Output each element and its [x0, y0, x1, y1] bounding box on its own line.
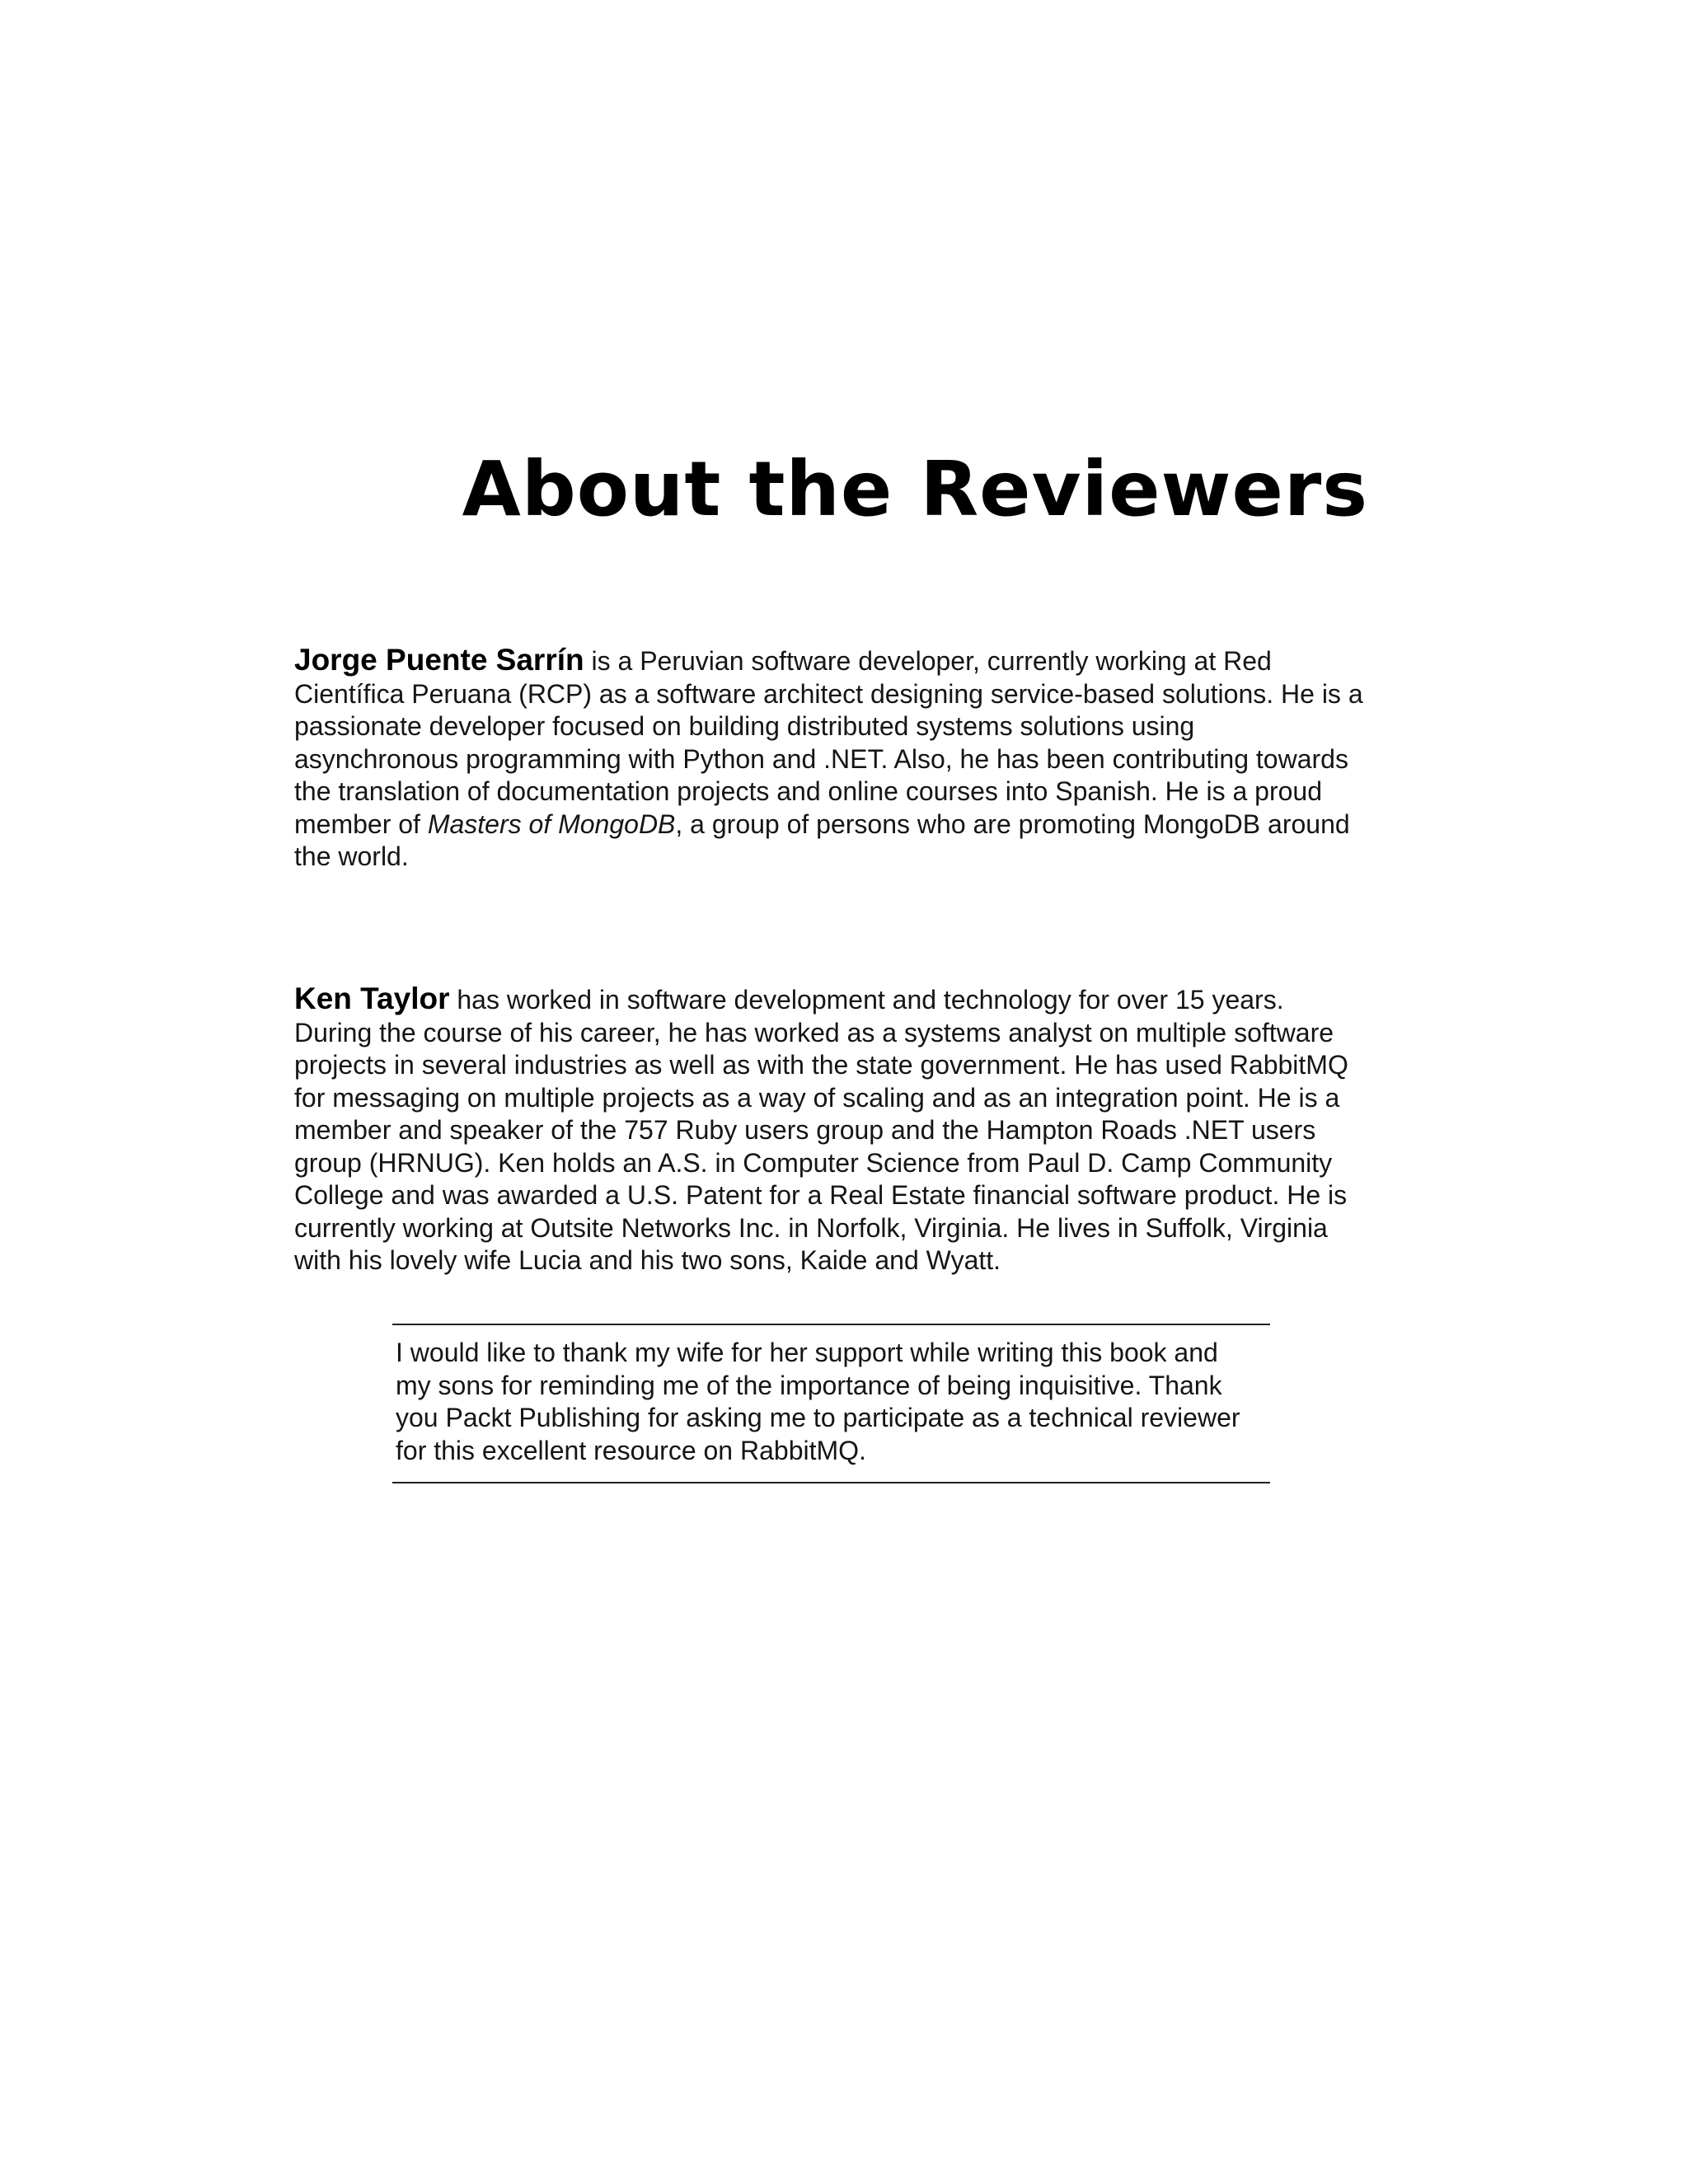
page-title: About the Reviewers [462, 445, 1368, 533]
reviewer-bio-ken [294, 982, 1366, 1277]
reviewer-bio-text: has worked in software development and technology for over 15 years. During the course of his career, he has worked as a systems analyst on multiple software projects in several industries as well as with the state government. He has used RabbitMQ for messaging on multiple projects as a way of scaling and as an integration point. He is a member and speaker of the 757 Ruby users group and the Hampton Roads .NET users group (HRNUG). Ken holds an A.S. in Computer Science from Paul D. Camp Community College and was awarded a U.S. Patent for a Real Estate financial software product. He is currently working at Outsite Networks Inc. in Norfolk, Virginia. He lives in Suffolk, Virginia with his lovely wife Lucia and his two sons, Kaide and Wyatt. [294, 985, 1348, 1275]
reviewer-name: Jorge Puente Sarrín [294, 643, 584, 677]
acknowledgement-text: I would like to thank my wife for her support while writing this book and my sons for reminding me of the importance of being inquisitive. Thank you Packt Publishing for asking me to participate as a technical reviewer for this excellent resource on RabbitMQ. [396, 1338, 1240, 1465]
reviewer-bio-text-end: , a group of persons who are promoting MongoDB around the world. [294, 808, 1350, 871]
reviewer-bio-jorge [294, 644, 1366, 874]
reviewer-bio-text: is a Peruvian software developer, currently working at Red Científica Peruana (RCP) as a software architect designing service-based solutions. He is a passionate developer focused on building distributed systems solutions using asynchronous programming with Python and .NET. Also, he has been contributing towards the translation of documentation projects and online courses into Spanish. He is a proud member of [294, 646, 1363, 839]
reviewer-name: Ken Taylor [294, 982, 450, 1015]
reviewer-bio-emphasis: Masters of MongoDB [427, 808, 676, 839]
acknowledgement-box [392, 1324, 1270, 1483]
